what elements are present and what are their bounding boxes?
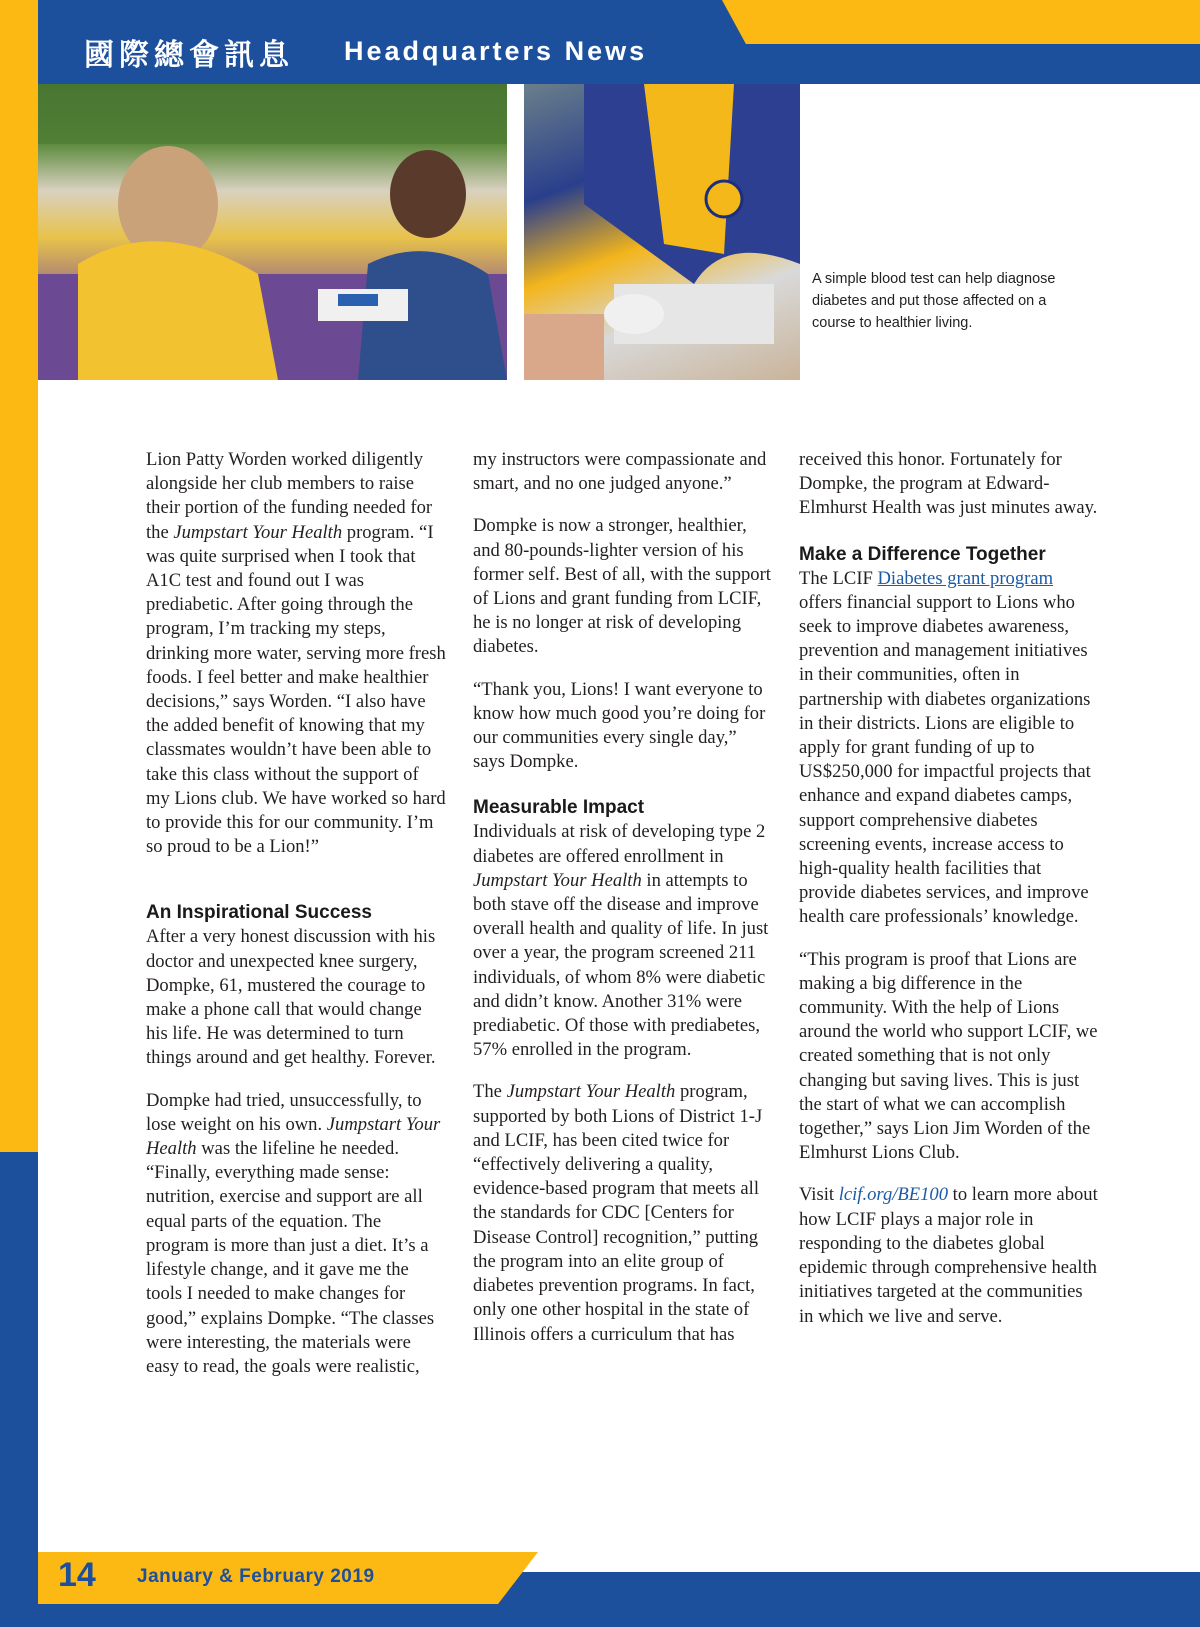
- paragraph: Dompke had tried, unsuccessfully, to lose weight on his own. Jumpstart Your Health was the lifeline he needed. “Finally, everything made sense: nutrition, exercise and support are all equal parts of the equation. The program is more than just a diet. It’s a lifestyle change, and it gave me the tools I needed to make changes for good,” explains Dompke. “The classes were interesting, the materials were easy to read, the goals were realistic,: [146, 1089, 441, 1377]
- volunteer-blood-test-photo: [38, 84, 507, 380]
- diabetes-grant-program-link[interactable]: Diabetes grant program: [877, 567, 1054, 589]
- subheading-make-a-difference: Make a Difference Together: [799, 543, 1046, 565]
- section-title-chinese: 國際總會訊息: [84, 38, 294, 73]
- subheading-measurable-impact: Measurable Impact: [473, 797, 645, 819]
- photo-illustration-2: [524, 84, 800, 380]
- header-accent-stripe: [722, 0, 1200, 44]
- paragraph: Lion Patty Worden worked diligently alongside her club members to raise their portion of the funding needed for the Jumpstart Your Health program. “I was quite surprised when I took that A1C test and found out I was prediabetic. After going through the program, I’m tracking my steps, drinking more water, serving more fresh foods. I feel better and make healthier decisions,” says Worden. “I also have the added benefit of knowing that my classmates wouldn’t have been able to take this class without the support of my Lions club. We have worked so hard to provide this for our community. I’m so proud to be a Lion!”: [146, 449, 446, 858]
- photo-caption: A simple blood test can help diagnose diabetes and put those affected on a course to healthier living.: [812, 271, 1056, 331]
- paragraph: Dompke is now a stronger, healthier, and 80-pounds-lighter version of his former self. Best of all, with the support of Lions and grant funding from LCIF, he is no longer at risk of developing diabetes.: [473, 515, 771, 658]
- paragraph: After a very honest discussion with his doctor and unexpected knee surgery, Dompke, 61, mustered the courage to make a phone call that would change his life. He was determined to turn things around and get healthy. Forever.: [146, 926, 436, 1069]
- glucose-test-closeup-photo: [524, 84, 800, 380]
- paragraph: “Thank you, Lions! I want everyone to know how much good you’re doing for our communities every single day,” says Dompke.: [473, 678, 766, 773]
- article-column-1: [146, 448, 446, 1379]
- page-number: 14: [58, 1556, 96, 1594]
- left-edge-yellow-bar: [0, 0, 38, 1152]
- lcif-url-link[interactable]: lcif.org/BE100: [838, 1184, 949, 1206]
- issue-date: January & February 2019: [137, 1566, 375, 1587]
- paragraph: The LCIF Diabetes grant program offers financial support to Lions who seek to improve diabetes awareness, prevention and management initiatives in their communities, often in partnership with diabetes organizations in their districts. Lions are eligible to apply for grant funding of up to US$250,000 for impactful projects that enhance and expand diabetes camps, support comprehensive diabetes screening events, increase access to high-quality health facilities that provide diabetes services, and improve health care professionals’ knowledge.: [799, 567, 1091, 928]
- subheading-inspirational-success: An Inspirational Success: [146, 902, 372, 924]
- section-title-english: Headquarters News: [344, 36, 648, 66]
- program-name: Jumpstart Your Health: [173, 521, 343, 543]
- paragraph: my instructors were compassionate and smart, and no one judged anyone.”: [473, 449, 767, 495]
- paragraph: Visit lcif.org/BE100 to learn more about how LCIF plays a major role in responding to the diabetes global epidemic through comprehensive health initiatives targeted at the communities in which we live and serve.: [799, 1184, 1098, 1327]
- article-column-2: [473, 448, 773, 1347]
- paragraph: received this honor. Fortunately for Dompke, the program at Edward-Elmhurst Health was just minutes away.: [799, 449, 1098, 519]
- program-name: Jumpstart Your Health: [506, 1081, 676, 1103]
- left-edge-blue-bar: [0, 1152, 38, 1627]
- paragraph: “This program is proof that Lions are making a big difference in the community. With the help of Lions around the world who support LCIF, we created something that is not only changing but saving lives. This is just the start of what we can accomplish together,” says Lion Jim Worden of the Elmhurst Lions Club.: [799, 948, 1098, 1164]
- photo-illustration: [38, 84, 507, 380]
- article-column-3: [799, 448, 1099, 1329]
- paragraph: The Jumpstart Your Health program, supported by both Lions of District 1-J and LCIF, has been cited twice for “effectively delivering a quality, evidence-based program that meets all the standards for CDC [Centers for Disease Control] recognition,” putting the program into an elite group of diabetes prevention programs. In fact, only one other hospital in the state of Illinois offers a curriculum that has: [473, 1081, 763, 1345]
- program-name: Jumpstart Your Health: [473, 869, 642, 891]
- paragraph: Individuals at risk of developing type 2 diabetes are offered enrollment in Jumpstart Your Health in attempts to both stave off the disease and improve overall health and quality of life. In just over a year, the program screened 211 individuals, of whom 8% were diabetic and didn’t know. Another 31% were prediabetic. Of those with prediabetes, 57% enrolled in the program.: [473, 821, 769, 1061]
- program-name: Jumpstart Your Health: [146, 1113, 441, 1160]
